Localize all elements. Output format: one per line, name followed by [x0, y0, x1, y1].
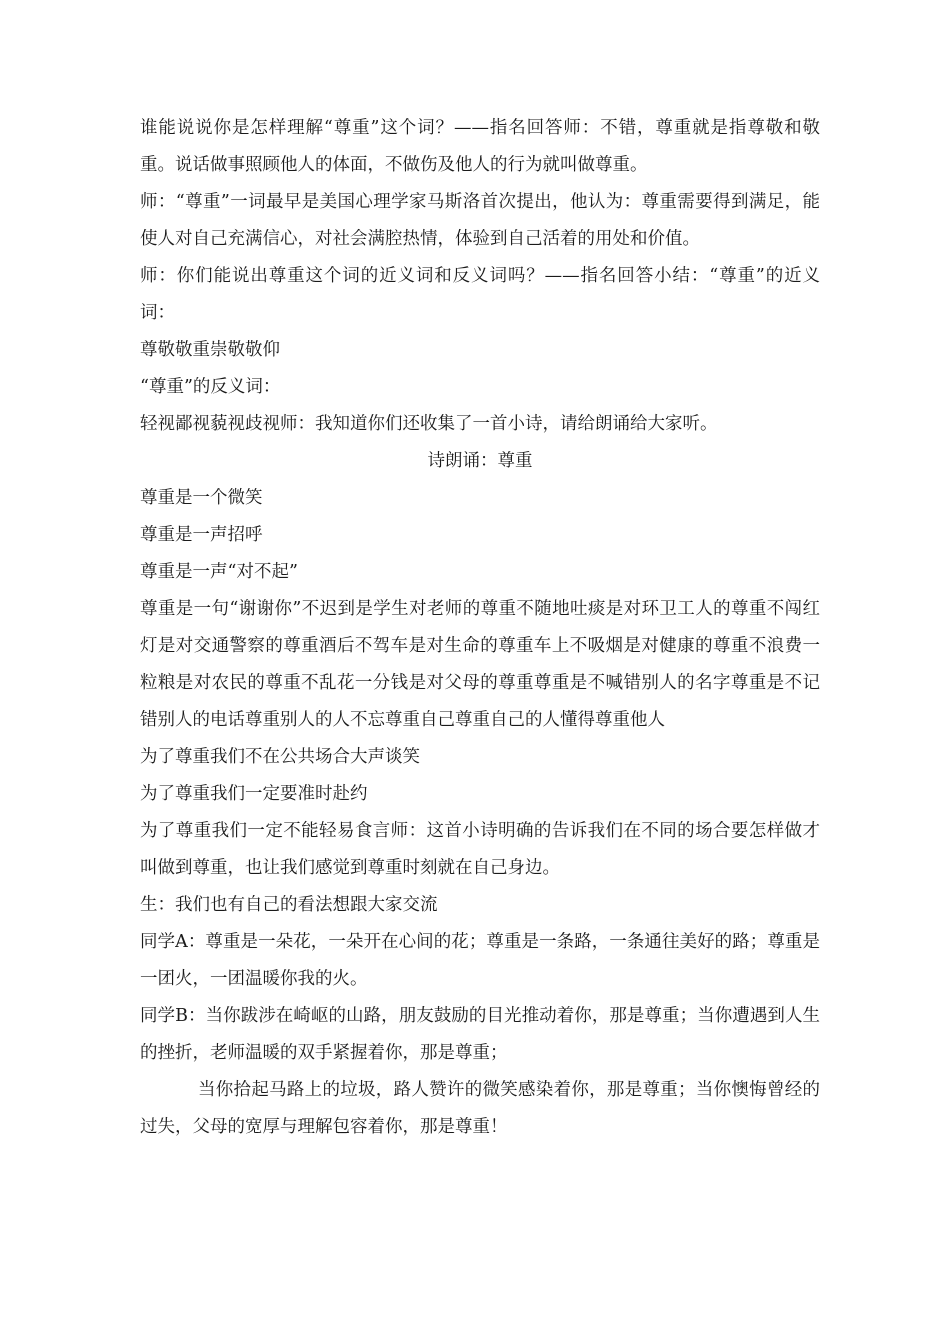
paragraph-teacher-summary: 为了尊重我们一定不能轻易食言师：这首小诗明确的告诉我们在不同的场合要怎样做才叫做到尊重，也让我们感觉到尊重时刻就在自己身边。: [140, 821, 820, 878]
paragraph-student-a: 同学A：尊重是一朵花，一朵开在心间的花；尊重是一条路，一条通往美好的路；尊重是一团火，一团温暖你我的火。: [140, 932, 820, 989]
paragraph-synonyms: 尊敬敬重崇敬敬仰: [140, 340, 280, 360]
poem-line: 尊重是一声招呼: [140, 525, 263, 545]
paragraph-synonym-question: 师：你们能说出尊重这个词的近义词和反义词吗？——指名回答小结：“尊重”的近义词：: [140, 266, 820, 323]
poem-title: 诗朗诵：尊重: [427, 451, 533, 471]
poem-block: 尊重是一句“谢谢你”不迟到是学生对老师的尊重不随地吐痰是对环卫工人的尊重不闯红灯是对交通警察的尊重酒后不驾车是对生命的尊重车上不吸烟是对健康的尊重不浪费一粒粮是对农民的尊重不乱花一分钱是对父母的尊重尊重是不喊错别人的名字尊重是不记错别人的电话尊重别人的人不忘尊重自己尊重自己的人懂得尊重他人: [140, 599, 820, 730]
paragraph-student-b-cont: 当你拾起马路上的垃圾，路人赞许的微笑感染着你，那是尊重；当你懊悔曾经的过失，父母的宽厚与理解包容着你，那是尊重！: [140, 1080, 820, 1137]
document-page: [140, 110, 820, 1146]
poem-line: 为了尊重我们不在公共场合大声谈笑: [140, 747, 420, 767]
paragraph-antonyms: 轻视鄙视藐视歧视师：我知道你们还收集了一首小诗，请给朗诵给大家听。: [140, 414, 718, 434]
poem-line: 尊重是一声“对不起”: [140, 562, 298, 582]
poem-line: 尊重是一个微笑: [140, 488, 263, 508]
paragraph-antonym-label: “尊重”的反义词：: [140, 377, 281, 397]
paragraph-student: 生：我们也有自己的看法想跟大家交流: [140, 895, 438, 915]
paragraph-maslow: 师：“尊重”一词最早是美国心理学家马斯洛首次提出，他认为：尊重需要得到满足，能使人对自己充满信心，对社会满腔热情，体验到自己活着的用处和价值。: [140, 192, 820, 249]
paragraph-understanding-respect: 谁能说说你是怎样理解“尊重”这个词？——指名回答师：不错，尊重就是指尊敬和敬重。说话做事照顾他人的体面，不做伤及他人的行为就叫做尊重。: [140, 118, 820, 175]
paragraph-student-b: 同学B：当你跋涉在崎岖的山路，朋友鼓励的目光推动着你，那是尊重；当你遭遇到人生的挫折，老师温暖的双手紧握着你，那是尊重；: [140, 1006, 820, 1063]
poem-line: 为了尊重我们一定要准时赴约: [140, 784, 368, 804]
